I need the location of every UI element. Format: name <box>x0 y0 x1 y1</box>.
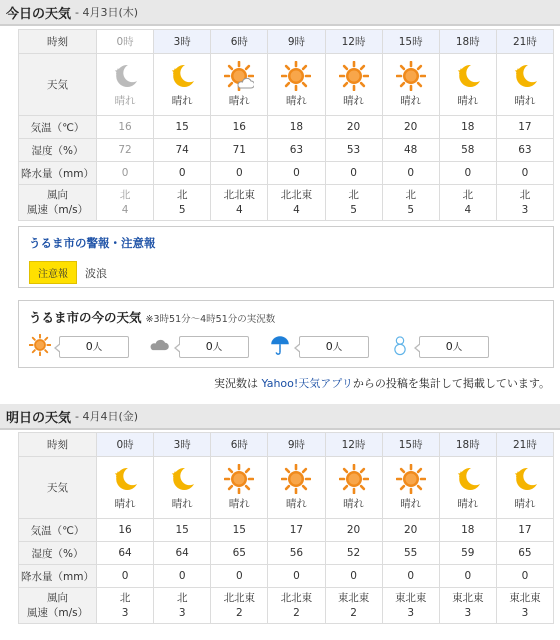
weather-cell <box>496 54 553 116</box>
current-weather-title <box>29 308 543 326</box>
hour-cell: 21時 <box>496 433 553 457</box>
precipitation-cell: 0 <box>154 565 211 588</box>
weather-cell <box>382 54 439 116</box>
wind-speed: 3 <box>521 606 529 619</box>
warning-title[interactable]: うるま市の警報・注意報 <box>29 236 156 250</box>
tomorrow-forecast-table <box>18 432 554 624</box>
hour-cell: 21時 <box>496 30 553 54</box>
wind-cell <box>268 185 325 221</box>
sun-icon <box>326 61 382 91</box>
footnote <box>214 375 550 391</box>
wind-speed: 2 <box>293 606 300 619</box>
precipitation-cell: 0 <box>325 162 382 185</box>
weather-label: 天気 <box>19 457 97 519</box>
report-count-bubble <box>419 336 489 358</box>
precipitation-cell: 0 <box>97 565 154 588</box>
weather-text: 晴れ <box>514 95 536 107</box>
wind-cell <box>496 588 553 624</box>
moon-icon <box>497 464 553 494</box>
tomorrow-title: 明日の天気 <box>6 410 72 426</box>
wind-cell <box>268 588 325 624</box>
wind-label <box>19 185 97 221</box>
weather-text: 晴れ <box>114 95 136 107</box>
cloud-icon <box>149 334 171 359</box>
report-unit: 人 <box>332 341 343 353</box>
current-weather-reports <box>29 334 543 359</box>
time-label: 時刻 <box>19 433 97 457</box>
wind-direction: 東北東 <box>394 591 427 604</box>
moon-icon <box>440 61 496 91</box>
wind-direction: 東北東 <box>337 591 370 604</box>
moon-icon <box>97 61 153 91</box>
temperature-cell: 20 <box>382 116 439 139</box>
temperature-cell: 17 <box>268 519 325 542</box>
wind-speed: 4 <box>235 203 243 216</box>
precipitation-cell: 0 <box>382 162 439 185</box>
wind-speed: 3 <box>407 606 415 619</box>
temperature-cell: 20 <box>382 519 439 542</box>
sun-icon <box>383 464 439 494</box>
wind-direction: 北 <box>119 591 131 604</box>
weather-text: 晴れ <box>285 95 307 107</box>
humidity-cell: 63 <box>496 139 553 162</box>
wind-direction: 北北東 <box>280 188 313 201</box>
today-title: 今日の天気 <box>6 6 72 22</box>
hour-cell: 6時 <box>211 433 268 457</box>
current-report-item <box>29 334 149 359</box>
temperature-cell: 16 <box>97 116 154 139</box>
weather-text: 晴れ <box>457 498 479 510</box>
wind-cell <box>97 588 154 624</box>
humidity-cell: 65 <box>496 542 553 565</box>
hour-cell: 15時 <box>382 30 439 54</box>
weather-text: 晴れ <box>343 498 365 510</box>
report-count-bubble <box>179 336 249 358</box>
weather-cell <box>97 457 154 519</box>
temperature-label: 気温（℃） <box>19 519 97 542</box>
report-count-bubble <box>299 336 369 358</box>
precipitation-cell: 0 <box>496 565 553 588</box>
precipitation-cell: 0 <box>439 565 496 588</box>
temperature-cell: 18 <box>439 116 496 139</box>
wind-speed: 4 <box>293 203 300 216</box>
weather-text: 晴れ <box>171 95 193 107</box>
snowman-icon <box>389 334 411 359</box>
wind-direction: 北 <box>176 591 188 604</box>
wind-cell <box>439 185 496 221</box>
wind-direction: 北 <box>176 188 188 201</box>
hour-cell: 0時 <box>97 433 154 457</box>
humidity-label: 湿度（%） <box>19 139 97 162</box>
hour-cell: 12時 <box>325 30 382 54</box>
wind-direction: 北 <box>405 188 416 201</box>
current-report-item <box>269 334 389 359</box>
wind-direction-label: 風向 <box>47 591 68 604</box>
humidity-cell: 52 <box>325 542 382 565</box>
weather-cell <box>325 54 382 116</box>
sun-cloud-icon <box>211 61 267 91</box>
weather-cell <box>382 457 439 519</box>
wind-direction: 北 <box>348 188 359 201</box>
weather-text: 晴れ <box>285 498 307 510</box>
humidity-cell: 72 <box>97 139 154 162</box>
hour-cell: 6時 <box>211 30 268 54</box>
hour-cell: 18時 <box>439 433 496 457</box>
humidity-cell: 65 <box>211 542 268 565</box>
wind-speed: 3 <box>464 606 472 619</box>
weather-cell <box>439 54 496 116</box>
weather-label: 天気 <box>19 54 97 116</box>
wind-cell <box>211 185 268 221</box>
advisory-type: 波浪 <box>85 266 107 280</box>
sun-icon <box>383 61 439 91</box>
weather-cell <box>325 457 382 519</box>
wind-speed: 4 <box>464 203 472 216</box>
wind-cell <box>382 588 439 624</box>
today-forecast-table <box>18 29 554 221</box>
wind-cell <box>382 185 439 221</box>
temperature-cell: 15 <box>154 116 211 139</box>
hour-cell: 9時 <box>268 30 325 54</box>
tomorrow-header <box>0 404 560 430</box>
humidity-cell: 59 <box>439 542 496 565</box>
sun-icon <box>29 334 51 359</box>
report-unit: 人 <box>212 341 223 353</box>
hour-cell: 0時 <box>97 30 154 54</box>
weather-text: 晴れ <box>400 498 422 510</box>
moon-icon <box>154 464 210 494</box>
wind-speed: 5 <box>407 203 415 216</box>
temperature-cell: 18 <box>439 519 496 542</box>
wind-speed-label: 風速（m/s） <box>26 606 89 619</box>
report-count: 0 <box>205 339 213 353</box>
report-count: 0 <box>85 339 93 353</box>
report-count-bubble <box>59 336 129 358</box>
wind-direction: 東北東 <box>452 591 484 604</box>
precipitation-cell: 0 <box>268 565 325 588</box>
wind-speed-label: 風速（m/s） <box>26 203 89 216</box>
wind-speed: 4 <box>121 203 129 216</box>
report-count: 0 <box>325 339 333 353</box>
wind-speed: 5 <box>178 203 186 216</box>
weather-cell <box>268 54 325 116</box>
wind-speed: 2 <box>350 606 357 619</box>
time-label: 時刻 <box>19 30 97 54</box>
today-header <box>0 0 560 26</box>
humidity-cell: 74 <box>154 139 211 162</box>
wind-speed: 3 <box>178 606 186 619</box>
footnote-suffix: からの投稿を集計して掲載しています。 <box>352 377 550 390</box>
moon-icon <box>97 464 153 494</box>
wind-direction: 北 <box>519 188 531 201</box>
temperature-cell: 16 <box>211 116 268 139</box>
weather-text: 晴れ <box>228 95 250 107</box>
moon-icon <box>497 61 553 91</box>
temperature-cell: 15 <box>154 519 211 542</box>
tomorrow-date: - 4月4日(金) <box>75 410 139 423</box>
weather-text: 晴れ <box>457 95 479 107</box>
hour-cell: 3時 <box>154 433 211 457</box>
current-report-item <box>149 334 269 359</box>
report-unit: 人 <box>452 341 463 353</box>
temperature-cell: 18 <box>268 116 325 139</box>
temperature-cell: 15 <box>211 519 268 542</box>
precipitation-cell: 0 <box>154 162 211 185</box>
wind-cell <box>211 588 268 624</box>
precipitation-cell: 0 <box>382 565 439 588</box>
wind-cell <box>97 185 154 221</box>
weather-cell <box>97 54 154 116</box>
temperature-label: 気温（℃） <box>19 116 97 139</box>
wind-cell <box>496 185 553 221</box>
humidity-cell: 58 <box>439 139 496 162</box>
wind-cell <box>325 588 382 624</box>
wind-direction-label: 風向 <box>47 188 68 201</box>
temperature-cell: 20 <box>325 519 382 542</box>
current-weather-panel <box>18 300 554 368</box>
wind-cell <box>325 185 382 221</box>
weather-app-link[interactable]: Yahoo!天気アプリ <box>261 377 353 390</box>
report-unit: 人 <box>92 341 103 353</box>
hour-cell: 12時 <box>325 433 382 457</box>
precipitation-label: 降水量（mm） <box>19 565 97 588</box>
hour-cell: 9時 <box>268 433 325 457</box>
humidity-cell: 55 <box>382 542 439 565</box>
wind-cell <box>154 185 211 221</box>
weather-text: 晴れ <box>228 498 250 510</box>
temperature-cell: 20 <box>325 116 382 139</box>
weather-text: 晴れ <box>514 498 536 510</box>
humidity-cell: 56 <box>268 542 325 565</box>
weather-cell <box>154 457 211 519</box>
moon-icon <box>154 61 210 91</box>
weather-text: 晴れ <box>400 95 422 107</box>
hour-cell: 3時 <box>154 30 211 54</box>
humidity-cell: 63 <box>268 139 325 162</box>
weather-text: 晴れ <box>343 95 365 107</box>
report-count: 0 <box>445 339 453 353</box>
precipitation-cell: 0 <box>268 162 325 185</box>
today-date: - 4月3日(木) <box>75 6 139 19</box>
footnote-prefix: 実況数は <box>214 377 259 390</box>
wind-direction: 北北東 <box>280 591 313 604</box>
weather-cell <box>211 54 268 116</box>
current-weather-title-text: うるま市の今の天気 <box>29 310 142 325</box>
sun-icon <box>268 464 324 494</box>
weather-cell <box>496 457 553 519</box>
wind-speed: 2 <box>235 606 243 619</box>
humidity-cell: 53 <box>325 139 382 162</box>
precipitation-label: 降水量（mm） <box>19 162 97 185</box>
precipitation-cell: 0 <box>439 162 496 185</box>
wind-direction: 東北東 <box>509 591 541 604</box>
wind-speed: 3 <box>521 203 529 216</box>
weather-cell <box>211 457 268 519</box>
humidity-label: 湿度（%） <box>19 542 97 565</box>
current-report-item <box>389 334 509 359</box>
precipitation-cell: 0 <box>496 162 553 185</box>
wind-direction: 北 <box>462 188 474 201</box>
moon-icon <box>440 464 496 494</box>
advisory-badge: 注意報 <box>29 261 77 284</box>
humidity-cell: 71 <box>211 139 268 162</box>
temperature-cell: 17 <box>496 519 553 542</box>
temperature-cell: 16 <box>97 519 154 542</box>
sun-icon <box>268 61 324 91</box>
weather-text: 晴れ <box>114 498 136 510</box>
wind-cell <box>439 588 496 624</box>
precipitation-cell: 0 <box>211 565 268 588</box>
weather-cell <box>268 457 325 519</box>
temperature-cell: 17 <box>496 116 553 139</box>
weather-cell <box>439 457 496 519</box>
warning-panel <box>18 226 554 288</box>
hour-cell: 18時 <box>439 30 496 54</box>
humidity-cell: 64 <box>154 542 211 565</box>
wind-direction: 北 <box>119 188 131 201</box>
umbrella-icon <box>269 334 291 359</box>
sun-icon <box>326 464 382 494</box>
wind-speed: 3 <box>121 606 129 619</box>
sun-icon <box>211 464 267 494</box>
current-weather-note: ※3時51分〜4時51分の実況数 <box>145 314 276 325</box>
wind-speed: 5 <box>350 203 357 216</box>
weather-cell <box>154 54 211 116</box>
hour-cell: 15時 <box>382 433 439 457</box>
humidity-cell: 64 <box>97 542 154 565</box>
wind-cell <box>154 588 211 624</box>
precipitation-cell: 0 <box>325 565 382 588</box>
precipitation-cell: 0 <box>211 162 268 185</box>
weather-text: 晴れ <box>171 498 193 510</box>
wind-direction: 北北東 <box>223 188 256 201</box>
precipitation-cell: 0 <box>97 162 154 185</box>
wind-direction: 北北東 <box>223 591 256 604</box>
humidity-cell: 48 <box>382 139 439 162</box>
wind-label <box>19 588 97 624</box>
